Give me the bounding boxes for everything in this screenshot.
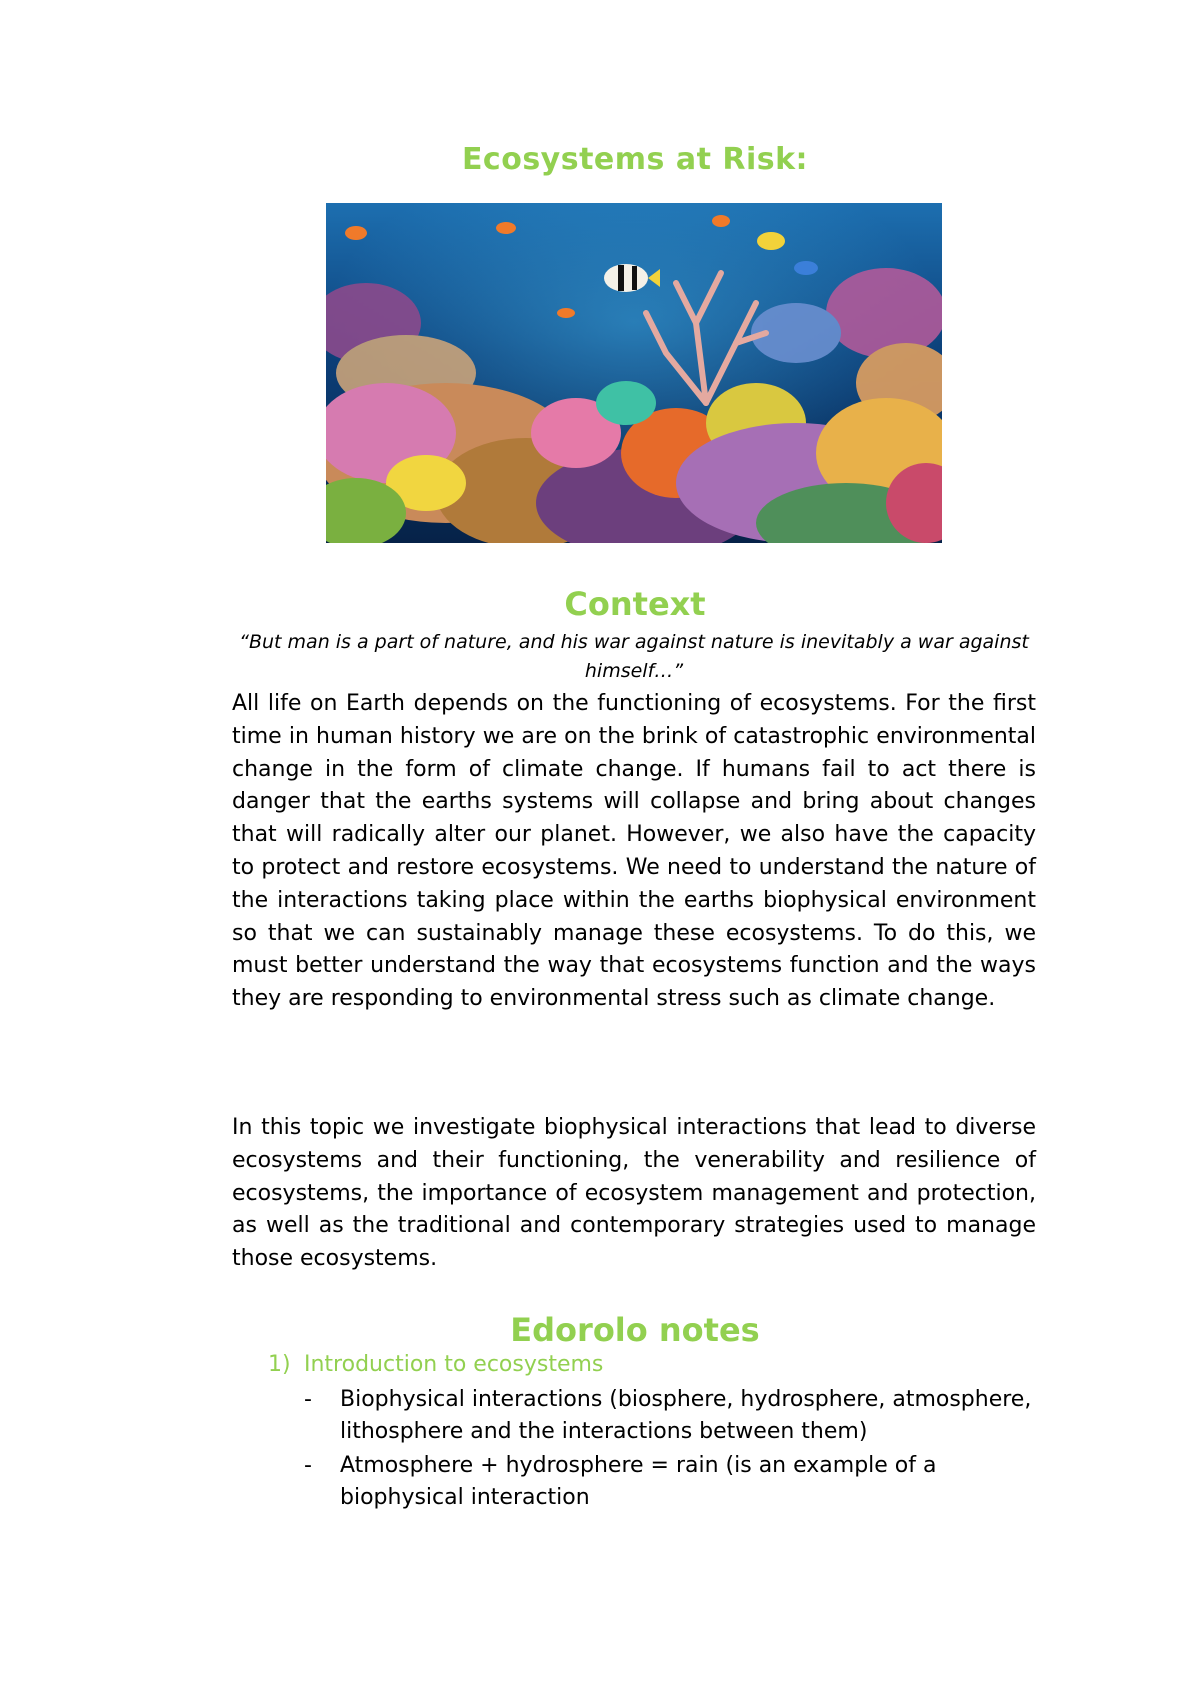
list-item [304, 1384, 1034, 1448]
notes-list-item-title [268, 1352, 603, 1377]
coral-reef-photo [326, 203, 942, 543]
list-item [304, 1450, 1034, 1514]
context-heading: Context [564, 585, 706, 623]
document-title: Ecosystems at Risk: [461, 142, 809, 177]
list-item-text: Introduction to ecosystems [304, 1352, 604, 1377]
context-paragraph-1: All life on Earth depends on the functioning of ecosystems. For the first time in human history we are on the brink of catastrophic environmental change in the form of climate change. If humans fail to act there is danger that the earths systems will collapse and bring about changes that will radically alter our planet. However, we also have the capacity to protect and restore ecosystems. We need to understand the nature of the interactions taking place within the earths biophysical environment so that we can sustainably manage these ecosystems. To do this, we must better understand the way that ecosystems function and the ways they are responding to environmental stress such as climate change. [232, 691, 1036, 1012]
notes-heading: Edorolo notes [510, 1311, 760, 1349]
notes-bullet-list [304, 1384, 1034, 1516]
bullet-text: Atmosphere + hydrosphere = rain (is an example of a biophysical interaction [340, 1453, 937, 1510]
list-item-number: 1) [268, 1352, 291, 1377]
context-quote: “But man is a part of nature, and his war against nature is inevitably a war against himself…” [239, 631, 1029, 682]
bullet-text: Biophysical interactions (biosphere, hydrosphere, atmosphere, lithosphere and the interactions between them) [340, 1387, 1032, 1444]
bullet-dash: - [304, 1453, 312, 1478]
context-paragraph-2: In this topic we investigate biophysical interactions that lead to diverse ecosystems and their functioning, the venerability and resilience of ecosystems, the importance of ecosystem management and protection, as well as the traditional and contemporary strategies used to manage those ecosystems. [232, 1115, 1036, 1272]
bullet-dash: - [304, 1387, 312, 1412]
